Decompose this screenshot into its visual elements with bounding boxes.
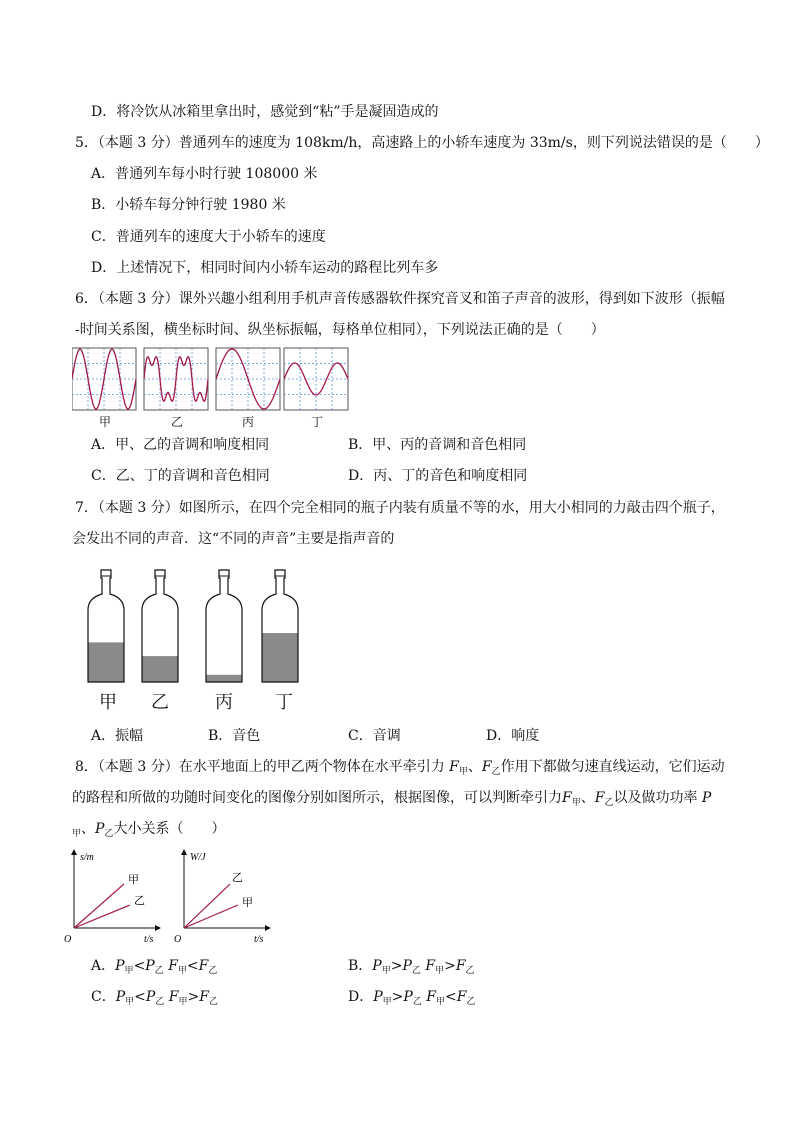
water-0 [88, 642, 124, 682]
q8-sub-yi: 乙 [411, 966, 421, 976]
q7-option-a: A．振幅 [91, 728, 144, 744]
graph1-origin: O [64, 934, 72, 945]
q8-sub-yi: 乙 [208, 966, 218, 976]
q8-symbol-f: F [456, 989, 467, 1005]
q8-sub-yi: 乙 [104, 829, 114, 839]
q8-sub-jia: 甲 [382, 997, 392, 1007]
water-3 [262, 633, 298, 682]
q8-relation: > [187, 989, 200, 1005]
waveform-panel-0 [72, 348, 136, 410]
q8-sub-jia: 甲 [124, 966, 134, 976]
q6-stem-line1: 6．（本题 3 分）课外兴趣小组利用手机声音传感器软件探究音叉和笛子声音的波形，得到如下波形（振幅 [75, 291, 725, 307]
q8-option-c [91, 987, 218, 1012]
water-2 [206, 675, 242, 682]
q8-graph-work [172, 848, 282, 948]
q7-label-bing: 丙 [215, 692, 233, 713]
bottle-0 [88, 570, 124, 682]
q6-label-bing: 丙 [241, 415, 254, 429]
waveform-panel-3 [284, 348, 348, 410]
q8-sub-jia: 甲 [125, 997, 135, 1007]
q8-option-b [348, 956, 475, 981]
q8-relation: < [133, 958, 146, 974]
q8-symbol-f: F [425, 958, 436, 974]
bottle-2 [206, 570, 242, 682]
q7-stem-line2: 会发出不同的声音．这“不同的声音”主要是指声音的 [72, 531, 395, 547]
q8-stem-text: 以及做功功率 [613, 790, 698, 806]
graph2-ylabel: W/J [190, 852, 206, 863]
q8-sub-yi: 乙 [412, 997, 422, 1007]
q7-label-yi: 乙 [151, 692, 169, 713]
graph1-label-jia: 甲 [128, 873, 139, 886]
line-jia [74, 884, 124, 928]
q8-symbol-p: P [701, 790, 712, 806]
q8-option-a [91, 956, 217, 981]
q7-label-jia: 甲 [99, 692, 117, 713]
q8-symbol-p: P [115, 958, 125, 974]
q4-option-d: D．将冷饮从冰箱里拿出时，感觉到“粘”手是凝固造成的 [91, 104, 439, 120]
q8-stem-line3 [72, 819, 225, 844]
q8-symbol-p: P [145, 989, 156, 1005]
q8-symbol-p: P [403, 989, 413, 1005]
q8-option-letter: D． [348, 989, 374, 1005]
q8-option-d [348, 987, 476, 1012]
q8-relation: < [445, 989, 457, 1005]
q5-stem: 5．（本题 3 分）普通列车的速度为 108km/h，高速路上的小轿车速度为 33m/s，则下列说法错误的是（ ） [75, 135, 769, 151]
graph1-xlabel: t/s [144, 934, 154, 945]
q8-symbol-f: F [594, 790, 605, 806]
q8-symbol-f: F [562, 790, 572, 806]
q8-sub-yi: 乙 [465, 966, 475, 976]
q6-stem-line2: -时间关系图，横坐标时间、纵坐标振幅，每格单位相同），下列说法正确的是（ ） [75, 322, 605, 338]
q8-option-letter: C． [91, 989, 116, 1005]
q8-sub-yi: 乙 [155, 997, 165, 1007]
q6-option-a: A．甲、乙的音调和响度相同 [91, 437, 270, 453]
q8-sub-jia: 甲 [435, 966, 445, 976]
graph2-label-yi: 乙 [232, 871, 243, 884]
q8-relation: < [186, 958, 199, 974]
q6-option-c: C．乙、丁的音调和音色相同 [91, 468, 270, 484]
q8-option-letter: A． [91, 958, 116, 974]
q8-stem-line2 [72, 788, 711, 813]
waveform-panel-2 [216, 348, 280, 410]
q7-bottles-figure [80, 568, 310, 688]
q8-relation: > [390, 958, 403, 974]
q8-sub-jia: 甲 [436, 997, 446, 1007]
q5-option-d: D．上述情况下，相同时间内小轿车运动的路程比列车多 [91, 260, 439, 276]
q8-sub-yi: 乙 [604, 798, 614, 808]
q8-symbol-p: P [95, 821, 105, 837]
water-1 [142, 656, 178, 682]
q8-option-letter: B． [348, 958, 373, 974]
q6-label-ding: 丁 [310, 415, 323, 429]
q8-symbol-p: P [402, 958, 412, 974]
q8-sub-yi: 乙 [154, 966, 164, 976]
q8-sub-jia: 甲 [458, 767, 468, 777]
q8-graph-work-svg [172, 848, 282, 948]
q8-symbol-f: F [455, 958, 466, 974]
q8-sub-yi: 乙 [466, 997, 476, 1007]
q8-symbol-f: F [199, 989, 209, 1005]
q7-option-d: D．响度 [486, 728, 540, 744]
q8-symbol-f: F [481, 759, 492, 775]
q8-symbol-f: F [168, 958, 178, 974]
q8-relation: < [134, 989, 146, 1005]
waveform-panel-1 [144, 348, 208, 410]
q8-sub-jia: 甲 [178, 997, 188, 1007]
q8-stem-text: 作用下都做匀速直线运动，它们运动 [500, 759, 725, 775]
q8-symbol-f: F [426, 989, 437, 1005]
q8-stem-line1 [75, 757, 725, 782]
q8-sub-yi: 乙 [491, 767, 501, 777]
q7-option-b: B．音色 [208, 728, 261, 744]
q7-bottles-svg [80, 568, 310, 688]
q8-symbol-f: F [198, 958, 209, 974]
q6-label-jia: 甲 [98, 415, 111, 429]
q8-relation: > [444, 958, 456, 974]
q8-sep: 、 [467, 759, 482, 775]
q6-option-d: D．丙、丁的音色和响度相同 [348, 468, 528, 484]
graph1-label-yi: 乙 [134, 894, 145, 907]
q7-stem-line1: 7．（本题 3 分）如图所示，在四个完全相同的瓶子内装有质量不等的水，用大小相同的力敲击四个瓶子， [75, 500, 725, 516]
q8-stem-text: 大小关系（ ） [113, 821, 226, 837]
q8-symbol-p: P [373, 989, 383, 1005]
q8-graph-distance-svg [62, 848, 172, 948]
q5-option-c: C．普通列车的速度大于小轿车的速度 [91, 229, 326, 245]
q8-sub-jia: 甲 [571, 798, 581, 808]
q6-label-yi: 乙 [170, 415, 183, 429]
line-yi [184, 884, 230, 928]
q8-sep: 、 [81, 821, 96, 837]
graph2-label-jia: 甲 [242, 896, 253, 909]
q8-sub-jia: 甲 [72, 829, 82, 839]
line-yi [74, 905, 130, 928]
q7-label-ding: 丁 [275, 692, 293, 713]
q7-option-c: C．音调 [348, 728, 401, 744]
q8-graph-distance [62, 848, 172, 948]
q6-option-b: B．甲、丙的音调和音色相同 [348, 437, 527, 453]
bottle-1 [142, 570, 178, 682]
q8-sub-jia: 甲 [381, 966, 391, 976]
q8-symbol-f: F [449, 759, 459, 775]
graph2-origin: O [174, 934, 182, 945]
q5-option-a: A．普通列车每小时行驶 108000 米 [91, 166, 318, 182]
line-jia [184, 905, 238, 928]
q8-sub-yi: 乙 [208, 997, 218, 1007]
q8-stem-text: 的路程和所做的功随时间变化的图像分别如图所示，根据图像，可以判断牵引力 [72, 790, 562, 806]
q8-stem-text: 8．（本题 3 分）在水平地面上的甲乙两个物体在水平牵引力 [75, 759, 445, 775]
graph1-ylabel: s/m [80, 852, 94, 863]
q8-symbol-f: F [168, 989, 179, 1005]
bottle-3 [262, 570, 298, 682]
graph2-xlabel: t/s [254, 934, 264, 945]
q5-option-b: B．小轿车每分钟行驶 1980 米 [91, 197, 286, 213]
q8-sep: 、 [580, 790, 595, 806]
q8-sub-jia: 甲 [177, 966, 187, 976]
q8-symbol-p: P [145, 958, 155, 974]
q8-relation: > [391, 989, 404, 1005]
q8-symbol-p: P [372, 958, 382, 974]
q8-symbol-p: P [115, 989, 126, 1005]
